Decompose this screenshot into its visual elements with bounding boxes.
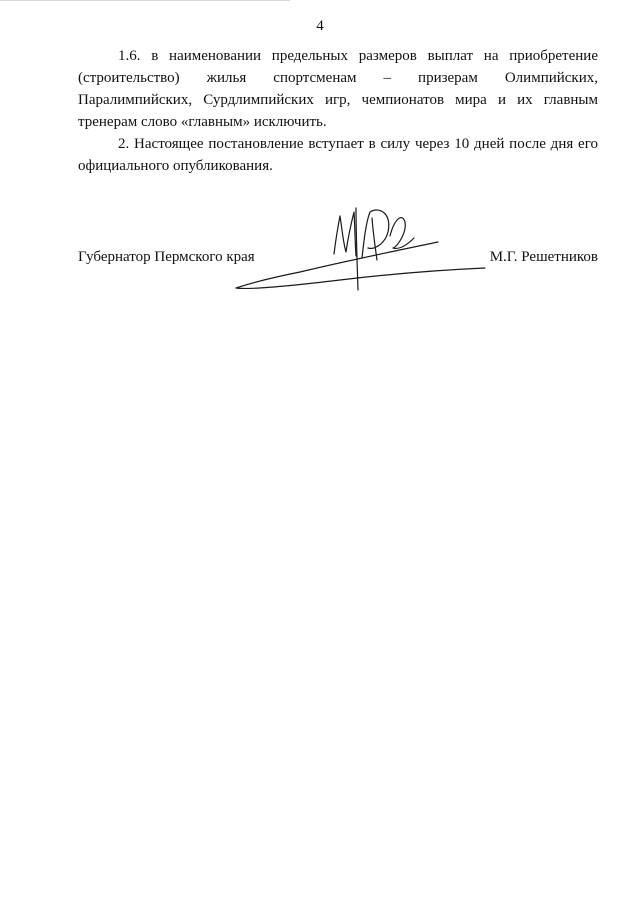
signer-title: Губернатор Пермского края [78, 249, 255, 265]
handwritten-signature [230, 198, 490, 298]
paragraph-1-6: 1.6. в наименовании предельных размеров выплат на приобретение (строительство) жилья спортсменам – призерам Олимпийских, Паралимпийских, Сурдлимпийских игр, чемпионатов мира и их главным тренерам слово «главным» исключить. [78, 48, 598, 130]
signer-name: М.Г. Решетников [489, 249, 598, 265]
document-body [78, 45, 598, 177]
page-number: 4 [316, 18, 324, 34]
paragraph-2: 2. Настоящее постановление вступает в силу через 10 дней после дня его официального опубликования. [78, 136, 598, 174]
top-rule [0, 0, 290, 1]
